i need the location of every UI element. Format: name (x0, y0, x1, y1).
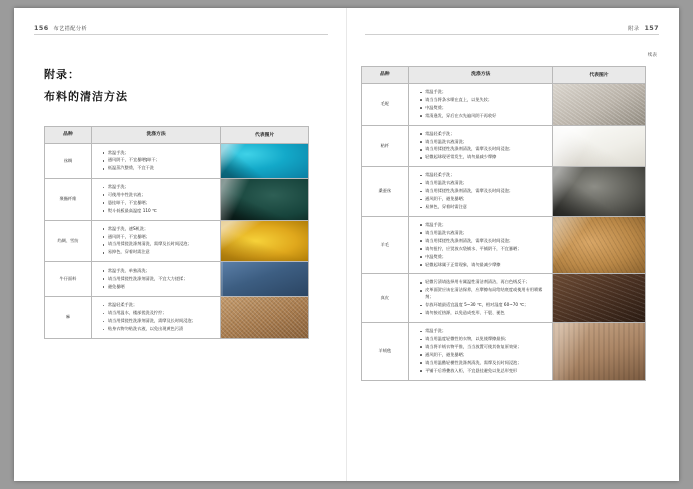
fabric-image-cell (553, 167, 645, 217)
wash-method-item: 常温手洗、单独清洗； (103, 268, 215, 275)
table-row (45, 220, 309, 262)
wash-method-item: 避免暴晒 (103, 284, 215, 291)
wash-method-item: 请当用揉搓性洗涤剂清洗，不宜大力搓揉； (103, 276, 215, 283)
wash-method-item: 常温轻柔手洗； (420, 131, 547, 138)
wash-method-cell (409, 83, 553, 125)
wash-method-cell (91, 262, 220, 297)
fabric-image-cell (221, 262, 309, 297)
wool-swatch (553, 84, 644, 125)
left-running-head (34, 24, 87, 32)
left-running-head-text: 布艺搭配分析 (53, 25, 88, 32)
wash-method-item: 平铺干后将叠放入柜，不宜悬挂避免以免总形变形 (420, 368, 547, 375)
fabric-image-cell (221, 220, 309, 262)
fabric-kind-cell: 丝绸 (45, 143, 92, 178)
wash-method-item: 轻微污渍请选择用专属温性清洁剂清洁，再白色绒反干； (420, 279, 547, 286)
mulberry-silk-swatch (553, 167, 644, 216)
wash-method-item: 常温手洗； (420, 328, 547, 335)
fabric-image-cell (221, 143, 309, 178)
wash-method-item: 可使用中性洗衣液； (103, 192, 215, 199)
wash-method-item: 常温轻柔手洗； (103, 302, 215, 309)
wash-method-item: 中温熨烫； (420, 105, 547, 112)
wash-method-item: 常温手洗； (103, 150, 215, 157)
wash-method-item: 存放环境最适宜温度 5~30 ℃，相对湿度 60~70 ℃； (420, 302, 547, 309)
header-image: 代表图片 (553, 67, 645, 84)
fabric-kind-cell: 麻 (45, 297, 92, 339)
wash-method-item: 请当用温洗衣液清洗； (420, 180, 547, 187)
table-row (361, 216, 645, 274)
wash-method-item: 低温蒸汽整烫，不宜干洗 (103, 165, 215, 172)
wash-method-item: 悬挂晾干，不宜暴晒； (103, 200, 215, 207)
wash-method-item: 请当用温洗衣液清洗； (420, 139, 547, 146)
right-head-rule (365, 34, 660, 35)
table-header-row (45, 127, 309, 144)
wash-method-item: 请勿扭拧，应贸放衣袋铺水、平铺阴干，不宜暴晒； (420, 246, 547, 253)
wash-method-item: 请当用揉搓性洗涤剂清洗，需摩及长时间浸泡； (103, 318, 215, 325)
wash-method-item: 中温熨烫； (420, 254, 547, 261)
header-method: 洗涤方法 (409, 67, 553, 84)
wash-method-cell (409, 323, 553, 381)
fabric-image-cell (553, 125, 645, 167)
polyester-swatch (221, 179, 308, 220)
fabric-kind-cell: 羊绒毯 (361, 323, 409, 381)
header-image: 代表图片 (221, 127, 309, 144)
wash-method-cell (91, 143, 220, 178)
appendix-title-line1: 附录： (44, 68, 80, 81)
table-row (361, 83, 645, 125)
wash-method-item: 轻微起球属于正常现象，请勿最减少摩擦 (420, 262, 547, 269)
wash-method-list (97, 150, 215, 173)
wash-method-list (414, 131, 547, 162)
table-row (45, 262, 309, 297)
wash-method-list (414, 328, 547, 375)
table-row (361, 323, 645, 381)
wash-method-item: 贴身衣物勿贴洗衣液，以免出现黄色污渍 (103, 326, 215, 333)
leather-swatch (553, 274, 644, 322)
wash-method-cell (91, 220, 220, 262)
fabric-image-cell (221, 297, 309, 339)
wash-method-item: 通风阴干，避免暴晒； (420, 352, 547, 359)
wash-method-item: 请勿接近热源，以免造成变形、干裂、褪色 (420, 310, 547, 317)
left-page (14, 8, 347, 481)
table-row (45, 143, 309, 178)
wash-method-cell (91, 297, 220, 339)
wash-method-item: 常温手洗，速Ѕ机洗； (103, 226, 215, 233)
cashmere-swatch (553, 323, 644, 380)
wash-method-item: 请当用温度轻微性的衣物，以免使摩擦最损； (420, 336, 547, 343)
chiffon-swatch (221, 221, 308, 262)
wash-method-cell (409, 167, 553, 217)
fabric-kind-cell: 聚酯纤维 (45, 178, 92, 220)
viscose-swatch (553, 126, 644, 167)
fabric-image-cell (221, 178, 309, 220)
wash-method-item: 常温手洗； (420, 222, 547, 229)
wash-method-item: 请当用温酷轻模性洗涤剂清洗，需摩及长时间浸泡； (420, 360, 547, 367)
fabric-kind-cell: 绉绸、雪纺 (45, 220, 92, 262)
fabric-kind-cell: 羊毛 (361, 216, 409, 274)
wash-method-item: 请当用揉搓性洗涤剂清洗，需摩及长时间浸泡； (420, 188, 547, 195)
wash-method-item: 常清逢发，穿后在衣先遍风阴干再收好 (420, 113, 547, 120)
wash-method-item: 请当当将条水喷在直上，以免失妆； (420, 97, 547, 104)
wash-method-list (414, 172, 547, 211)
right-fabric-table (361, 66, 646, 381)
right-running-head (628, 24, 659, 32)
silk-swatch (221, 144, 308, 178)
wash-method-list (97, 184, 215, 215)
table-header-row (361, 67, 645, 84)
table-row (45, 297, 309, 339)
header-kind: 品种 (361, 67, 409, 84)
wash-method-list (414, 222, 547, 269)
header-kind: 品种 (45, 127, 92, 144)
left-folio: 156 (34, 24, 49, 32)
wash-method-item: 请当用揉搓洗涤剂清洗，需摩及长时间浸泡； (103, 241, 215, 248)
wash-method-item: 常温轻柔手洗； (420, 172, 547, 179)
wash-method-item: 请当用温水，楼部搓洗及拧拧； (103, 310, 215, 317)
fabric-kind-cell: 真皮 (361, 274, 409, 323)
denim-swatch (221, 262, 308, 296)
wash-method-item: 易掉色，穿着时需注意 (103, 249, 215, 256)
fabric-kind-cell: 桑蚕丝 (361, 167, 409, 217)
wash-method-list (97, 302, 215, 333)
book-spread (14, 8, 679, 481)
wash-method-item: 轻微起球现更常发生，请勿最减少摩擦 (420, 154, 547, 161)
wash-method-list (414, 279, 547, 317)
wash-method-cell (409, 274, 553, 323)
wash-method-list (97, 226, 215, 257)
wash-method-item: 常温手洗； (420, 89, 547, 96)
wash-method-list (97, 268, 215, 291)
right-running-head-text: 附录 (628, 25, 640, 32)
continued-label: 续表 (647, 53, 657, 58)
fabric-image-cell (553, 274, 645, 323)
wash-method-item: 请当用揉搓性洗涤剂清洗，需摩及长时间浸泡； (420, 238, 547, 245)
table-row (361, 167, 645, 217)
wash-method-cell (409, 216, 553, 274)
wash-method-item: 通风阴干，避免暴晒； (420, 196, 547, 203)
fabric-image-cell (553, 216, 645, 274)
wash-method-item: 熨斗低板最高温度 110 ℃ (103, 208, 215, 215)
right-page (347, 8, 680, 481)
fabric-image-cell (553, 323, 645, 381)
lambswool-swatch (553, 217, 644, 274)
wash-method-item: 请当用揉搓性洗涤剂清洗，需摩及长时间浸泡； (420, 146, 547, 153)
right-folio: 157 (644, 24, 659, 32)
wash-method-list (414, 89, 547, 120)
table-row (45, 178, 309, 220)
header-method: 洗涤方法 (91, 127, 220, 144)
linen-swatch (221, 297, 308, 338)
fabric-kind-cell: 粘纤 (361, 125, 409, 167)
wash-method-item: 皮革面贺应该在清洁保养，应摩擦布局给结底度或使用专用喷雾剂； (420, 287, 547, 301)
left-head-rule (34, 34, 328, 35)
wash-method-item: 请当用温洗衣液清洗； (420, 230, 547, 237)
wash-method-item: 常温手洗； (103, 184, 215, 191)
wash-method-item: 易掉色，穿着时需注意 (420, 204, 547, 211)
table-row (361, 125, 645, 167)
left-table-body (45, 143, 309, 338)
fabric-image-cell (553, 83, 645, 125)
right-table-body (361, 83, 645, 380)
fabric-kind-cell: 毛呢 (361, 83, 409, 125)
fabric-kind-cell: 牛仔面料 (45, 262, 92, 297)
wash-method-item: 通风阴干，不宜暴晒ţ晾干； (103, 157, 215, 164)
table-row (361, 274, 645, 323)
left-fabric-table (44, 126, 309, 339)
wash-method-item: 请当将羊绒衣物平推，当当放置可使其恢复原效果； (420, 344, 547, 351)
appendix-title-line2: 布料的清洁方法 (44, 90, 128, 103)
wash-method-item: 通风阴干，不宜暴晒； (103, 234, 215, 241)
appendix-title-block (44, 66, 128, 104)
wash-method-cell (409, 125, 553, 167)
wash-method-cell (91, 178, 220, 220)
